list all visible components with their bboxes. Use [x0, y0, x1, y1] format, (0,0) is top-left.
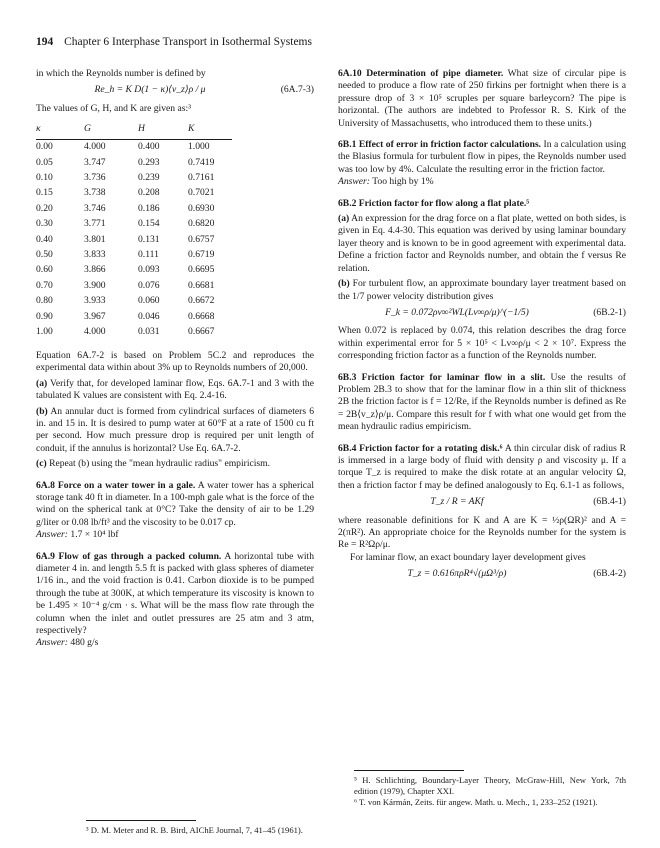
table-cell: 0.131	[138, 233, 160, 245]
table-cell: 0.6719	[188, 248, 215, 260]
equation-number: (6A.7-3)	[280, 84, 314, 96]
table-cell: 0.90	[36, 310, 53, 322]
problem-6b2-continuation: When 0.072 is replaced by 0.074, this relation describes the drag force within experimental error for 5 × 10⁵ < Lv∞ρ/μ < 2 × 10⁷. Express the corresponding friction factor as a function of the Reynolds number.	[338, 325, 626, 362]
table-cell: 0.154	[138, 218, 160, 230]
laminar-torque-equation	[338, 568, 626, 580]
problem-body: In a calculation using the Blasius formula for turbulent flow in pipes, the Reynolds number used was too low by 4%. Calculate the resulting error in the friction factor.	[338, 139, 626, 175]
table-row	[36, 217, 232, 232]
table-cell: 0.076	[138, 279, 160, 291]
part-b	[36, 406, 314, 456]
torque-equation	[338, 496, 626, 508]
footnote-rule	[354, 770, 464, 771]
table-cell: 0.6820	[188, 218, 215, 230]
problem-body: What size of circular pipe is needed to produce a flow rate of 250 firkins per fortnight when there is a pressure drop of 3 × 10⁵ scruples per square barleycorn? The pipe is horizontal. (The authors are indebted to Professor R. S. Kirk of the University of Massachusetts, who introduced them to these units.)	[338, 68, 626, 129]
table-row	[36, 139, 232, 155]
part-text: An expression for the drag force on a flat plate, wetted on both sides, is given in Eq. 4.4-30. This equation was derived by using laminar boundary layer theory and is known to be in good agreement with experimental data. Define a friction factor and Reynolds number, and obtain the f versus Re relation.	[338, 213, 626, 274]
table-cell: 0.10	[36, 171, 53, 183]
table-cell: 3.900	[84, 279, 106, 291]
problem-6b4	[338, 443, 626, 493]
part-b	[338, 278, 626, 303]
part-label: (c)	[36, 458, 47, 470]
footnote: ³ D. M. Meter and R. B. Bird, AIChE Journal, 7, 41–45 (1961).	[86, 825, 303, 835]
table-cell: 0.6930	[188, 202, 215, 214]
table-caption: The values of G, H, and K are given as:³	[36, 102, 191, 114]
table-cell: 0.6695	[188, 264, 215, 276]
table-cell: 0.05	[36, 156, 53, 168]
equation-expression: F_k = 0.072ρv∞²WL(Lv∞ρ/μ)^(−1/5)	[385, 306, 529, 318]
part-a	[338, 213, 626, 275]
right-footnotes	[354, 770, 626, 808]
problem-6b1	[338, 139, 626, 176]
table-cell: 0.6668	[188, 310, 215, 322]
part-text: Repeat (b) using the "mean hydraulic radius" empiricism.	[49, 458, 271, 470]
table-cell: 0.060	[138, 295, 160, 307]
table-cell: 1.000	[188, 141, 210, 153]
table-row	[36, 325, 232, 340]
equation-expression: T_z = 0.616πρR⁴√(μΩ³/ρ)	[407, 568, 507, 580]
equation-note: Equation 6A.7-2 is based on Problem 5C.2 and reproduces the experimental data within about 3% up to Reynolds numbers of 20,000.	[36, 349, 314, 374]
equation-expression: Re_h = K D(1 − κ)⟨v_z⟩ρ / μ	[94, 84, 206, 96]
footnote-rule	[86, 820, 196, 821]
reynolds-equation	[36, 84, 314, 96]
table-cell: 3.746	[84, 202, 106, 214]
drag-force-equation	[338, 307, 626, 319]
part-text: An annular duct is formed from cylindrical surfaces of diameters 6 in. and 15 in. It is desired to pump water at 60°F at a rate of 1500 cu ft per second. How much pressure drop is required per unit length of conduit, if the annulus is horizontal? Use Eq. 6A.7-2.	[36, 405, 314, 454]
column-header: K	[188, 123, 232, 139]
equation-expression: T_z / R = AKf	[430, 496, 484, 508]
table-cell: 4.000	[84, 141, 106, 153]
left-footnotes	[86, 820, 326, 836]
table-cell: 3.933	[84, 295, 106, 307]
table-row	[36, 278, 232, 293]
table-cell: 3.736	[84, 171, 106, 183]
problem-6b2	[338, 198, 626, 210]
answer-6a8	[36, 529, 314, 541]
table-cell: 0.111	[138, 248, 159, 260]
part-label: (b)	[36, 405, 48, 417]
table-cell: 0.70	[36, 279, 53, 291]
part-label: (a)	[36, 377, 48, 389]
problem-6b3	[338, 372, 626, 434]
table-cell: 0.186	[138, 202, 160, 214]
table-cell: 0.208	[138, 187, 160, 199]
table-cell: 0.093	[138, 264, 160, 276]
part-label: (b)	[338, 278, 350, 290]
part-text: Verify that, for developed laminar flow, Eqs. 6A.7-1 and 3 with the tabulated K values are consistent with Eq. 2.4-16.	[36, 377, 314, 402]
answer-value: Too high by 1%	[372, 176, 434, 188]
table-row	[36, 263, 232, 278]
page-header	[36, 36, 626, 48]
equation-number: (6B.4-2)	[593, 568, 626, 580]
problem-title: 6B.2 Friction factor for flow along a flat plate.⁵	[338, 197, 530, 209]
problem-title: 6A.8 Force on a water tower in a gale.	[36, 479, 196, 491]
table-row	[36, 232, 232, 247]
table-cell: 3.747	[84, 156, 106, 168]
left-column	[36, 68, 314, 650]
table-cell: 0.6667	[188, 326, 215, 337]
table-cell: 0.7021	[188, 187, 215, 199]
table-row	[36, 201, 232, 216]
table-cell: 3.801	[84, 233, 106, 245]
table-row	[36, 186, 232, 201]
problem-title: 6B.1 Effect of error in friction factor calculations.	[338, 139, 542, 151]
table-cell: 1.00	[36, 326, 53, 337]
answer-6a9	[36, 637, 314, 649]
problem-body: A water tower has a spherical storage tank 40 ft in diameter. In a 100-mph gale what is the force of the wind on the spherical tank at 0°C? Take the density of air to be 1.29 g/liter or 0.08 lb/ft³ and the viscosity to be 0.017 cp.	[36, 479, 314, 528]
table-cell: 0.80	[36, 295, 53, 307]
answer-label: Answer:	[36, 637, 68, 649]
answer-label: Answer:	[338, 176, 370, 188]
running-title: Chapter 6 Interphase Transport in Isothermal Systems	[64, 36, 312, 48]
table-body	[36, 139, 232, 340]
table-row	[36, 155, 232, 170]
equation-number: (6B.4-1)	[593, 496, 626, 508]
table-cell: 0.15	[36, 187, 53, 199]
table-row	[36, 247, 232, 262]
equation-number: (6B.2-1)	[593, 306, 626, 318]
column-header: H	[138, 123, 188, 139]
table-cell: 0.60	[36, 264, 53, 276]
table-cell: 0.50	[36, 248, 53, 260]
table-row	[36, 309, 232, 324]
table-cell: 0.7161	[188, 171, 215, 183]
table-cell: 3.967	[84, 310, 106, 322]
column-header: κ	[36, 123, 84, 139]
table-header-row	[36, 123, 232, 139]
problem-6a8	[36, 480, 314, 530]
table-cell: 3.833	[84, 248, 106, 260]
problem-6a9	[36, 551, 314, 638]
table-cell: 0.6681	[188, 279, 215, 291]
problem-title: 6A.9 Flow of gas through a packed column.	[36, 550, 222, 562]
problem-body: Use the results of Problem 2B.3 to show that for the laminar flow in a thin slit of thickness 2B the friction factor is f = 12/Re, if the Reynolds number is defined as Re = 2B⟨v_z⟩ρ/μ. Compare this result for f with what one would get from the mean hydraulic radius empiricism.	[338, 371, 626, 433]
column-header: G	[84, 123, 138, 139]
answer-label: Answer:	[36, 529, 68, 541]
table-row	[36, 294, 232, 309]
table-cell: 0.400	[138, 141, 160, 153]
answer-value: 1.7 × 10⁴ lbf	[70, 529, 119, 541]
table-cell: 0.046	[138, 310, 160, 322]
footnote: ⁶ T. von Kármán, Zeits. für angew. Math. u. Mech., 1, 233–252 (1921).	[354, 797, 598, 807]
footnote: ⁵ H. Schlichting, Boundary-Layer Theory, McGraw-Hill, New York, 7th edition (1979), Chapter XXI.	[354, 775, 626, 796]
table-row	[36, 170, 232, 185]
table-cell: 0.40	[36, 233, 53, 245]
problem-title: 6B.4 Friction factor for a rotating disk.⁶	[338, 442, 503, 454]
table-cell: 0.30	[36, 218, 53, 230]
part-text: For turbulent flow, an approximate boundary layer treatment based on the 1/7 power velocity distribution gives	[338, 278, 626, 302]
problem-6b4-definitions: where reasonable definitions for K and A are K = ½ρ(ΩR)² and A = 2(πR²). An appropriate choice for the Reynolds number for the system is Re = R²Ωρ/μ.	[338, 514, 626, 551]
table-cell: 0.6757	[188, 233, 215, 245]
problem-6b4-laminar: For laminar flow, an exact boundary layer development gives	[350, 551, 586, 563]
right-column	[338, 68, 626, 587]
table-cell: 0.293	[138, 156, 160, 168]
problem-title: 6A.10 Determination of pipe diameter.	[338, 68, 504, 79]
table-cell: 3.771	[84, 218, 106, 230]
part-a	[36, 378, 314, 403]
table-cell: 3.866	[84, 264, 106, 276]
table-cell: 0.031	[138, 326, 160, 337]
table-cell: 3.738	[84, 187, 106, 199]
table-cell: 4.000	[84, 326, 106, 337]
problem-6a10	[338, 68, 626, 130]
kappa-table	[36, 123, 232, 340]
table-cell: 0.7419	[188, 156, 215, 168]
table-cell: 0.20	[36, 202, 53, 214]
table-cell: 0.239	[138, 171, 160, 183]
table-cell: 0.00	[36, 141, 53, 153]
page-number: 194	[36, 36, 54, 48]
table-cell: 0.6672	[188, 295, 215, 307]
intro-text: in which the Reynolds number is defined by	[36, 68, 206, 79]
problem-body: A horizontal tube with diameter 4 in. and length 5.5 ft is packed with glass spheres of diameter 1/16 in., and the void fraction is 0.41. Carbon dioxide is to be pumped through the tube at 300K, at which temperature its viscosity is known to be 1.495 × 10⁻⁴ g/cm · s. What will be the mass flow rate through the column when the inlet and outlet pressures are 25 atm and 3 atm, respectively?	[36, 550, 315, 637]
problem-title: 6B.3 Friction factor for laminar flow in a slit.	[338, 371, 546, 383]
part-label: (a)	[338, 213, 350, 225]
answer-value: 480 g/s	[70, 637, 99, 649]
answer-6b1	[338, 176, 626, 188]
part-c	[36, 458, 314, 470]
problem-body: A thin circular disk of radius R is immersed in a large body of fluid with density ρ and viscosity μ. If a torque T_z is required to make the disk rotate at an angular velocity Ω, then a friction factor f may be defined analogously to Eq. 6.1-1 as follows,	[338, 442, 626, 491]
